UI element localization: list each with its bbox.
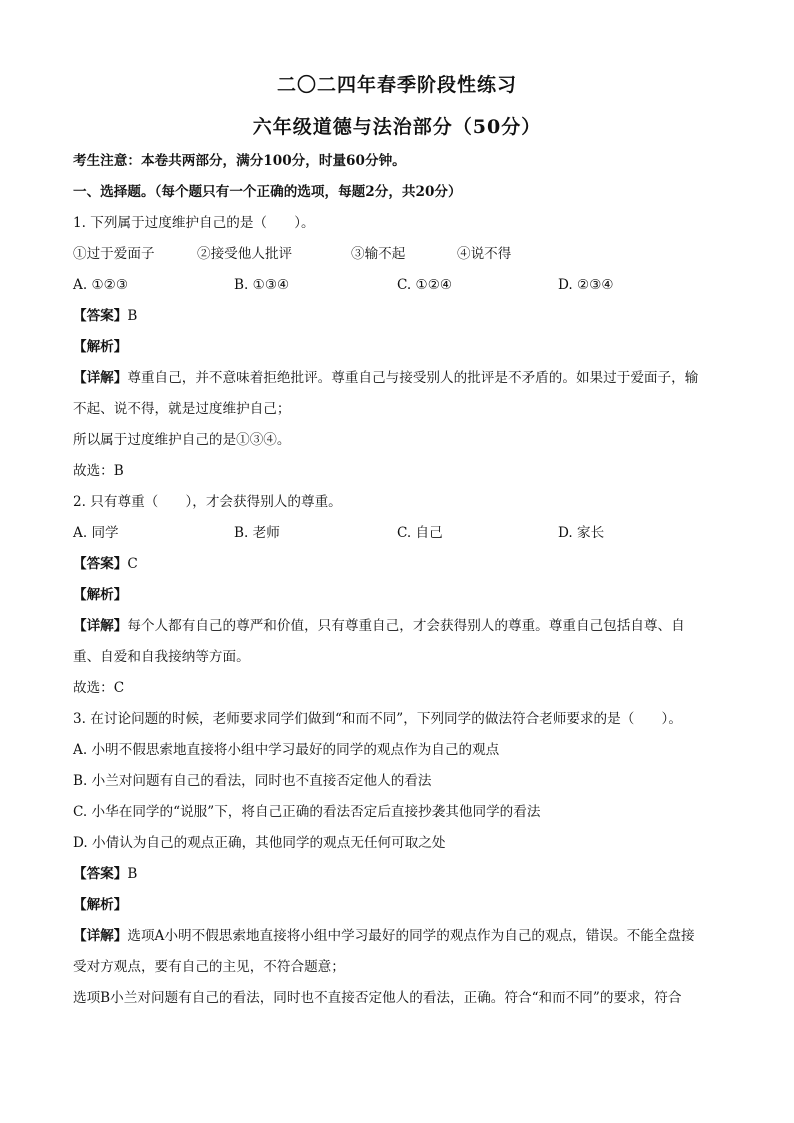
analysis-tag: 【解析】 — [73, 587, 128, 603]
q3-answer-line — [73, 865, 137, 883]
q1-item: ②接受他人批评 — [197, 246, 293, 262]
detail-tag: 【详解】 — [73, 928, 128, 944]
q1-option-b: B. ①③④ — [234, 277, 290, 293]
q2-detail-line — [73, 617, 685, 635]
exam-notice: 考生注意：本卷共两部分，满分100分，时量60分钟。 — [73, 153, 406, 169]
q2-option-c: C. 自己 — [397, 525, 443, 541]
q2-choice: 故选：C — [73, 680, 125, 696]
q2-stem: 2. 只有尊重（ ），才会获得别人的尊重。 — [73, 494, 342, 510]
q1-item: ④说不得 — [457, 246, 512, 262]
page-subtitle: 六年级道德与法治部分（50分） — [252, 116, 542, 138]
q3-option-b: B. 小兰对问题有自己的看法，同时也不直接否定他人的看法 — [73, 773, 432, 789]
q1-detail-text: 所以属于过度维护自己的是①③④。 — [73, 432, 291, 448]
answer-value: B — [127, 308, 138, 324]
q1-answer-line — [73, 307, 137, 325]
q3-option-d: D. 小倩认为自己的观点正确，其他同学的观点无任何可取之处 — [73, 835, 446, 851]
answer-tag: 【答案】 — [73, 308, 128, 324]
q1-choice: 故选：B — [73, 463, 124, 479]
page-title: 二〇二四年春季阶段性练习 — [276, 74, 517, 96]
q2-option-a: A. 同学 — [73, 525, 119, 541]
q3-option-a: A. 小明不假思索地直接将小组中学习最好的同学的观点作为自己的观点 — [73, 742, 500, 758]
q1-item: ③输不起 — [351, 246, 406, 262]
detail-tag: 【详解】 — [73, 618, 128, 634]
q1-detail-text: 不起、说不得，就是过度维护自己； — [73, 401, 291, 417]
q1-option-c: C. ①②④ — [397, 277, 453, 293]
detail-text: 每个人都有自己的尊严和价值，只有尊重自己，才会获得别人的尊重。尊重自己包括自尊、自 — [127, 618, 685, 634]
section-heading: 一、选择题。（每个题只有一个正确的选项，每题2分，共20分） — [73, 184, 462, 200]
q1-item: ①过于爱面子 — [73, 246, 155, 262]
analysis-tag: 【解析】 — [73, 339, 128, 355]
q3-option-c: C. 小华在同学的“说服”下，将自己正确的看法否定后直接抄袭其他同学的看法 — [73, 804, 541, 820]
q3-detail-text: 受对方观点，要有自己的主见，不符合题意； — [73, 959, 345, 975]
answer-value: B — [127, 866, 138, 882]
detail-text: 尊重自己，并不意味着拒绝批评。尊重自己与接受别人的批评是不矛盾的。如果过于爱面子，输 — [127, 370, 699, 386]
answer-tag: 【答案】 — [73, 556, 128, 572]
q2-option-d: D. 家长 — [558, 525, 605, 541]
q1-option-a: A. ①②③ — [73, 277, 129, 293]
answer-tag: 【答案】 — [73, 866, 128, 882]
q1-option-d: D. ②③④ — [558, 277, 614, 293]
q3-detail-line — [73, 927, 695, 945]
q2-detail-text: 重、自爱和自我接纳等方面。 — [73, 649, 250, 665]
q3-stem: 3. 在讨论问题的时候，老师要求同学们做到“和而不同”，下列同学的做法符合老师要求的是（ ）。 — [73, 711, 682, 727]
q1-detail-line — [73, 369, 698, 387]
detail-tag: 【详解】 — [73, 370, 128, 386]
detail-text: 选项A小明不假思索地直接将小组中学习最好的同学的观点作为自己的观点，错误。不能全盘接 — [127, 928, 695, 944]
q2-option-b: B. 老师 — [234, 525, 280, 541]
answer-value: C — [127, 556, 138, 572]
q2-answer-line — [73, 555, 138, 573]
q3-detail-text: 选项B小兰对问题有自己的看法，同时也不直接否定他人的看法，正确。符合“和而不同”的要求，符合 — [73, 990, 682, 1006]
analysis-tag: 【解析】 — [73, 897, 128, 913]
q1-stem: 1. 下列属于过度维护自己的是（ ）。 — [73, 215, 315, 231]
